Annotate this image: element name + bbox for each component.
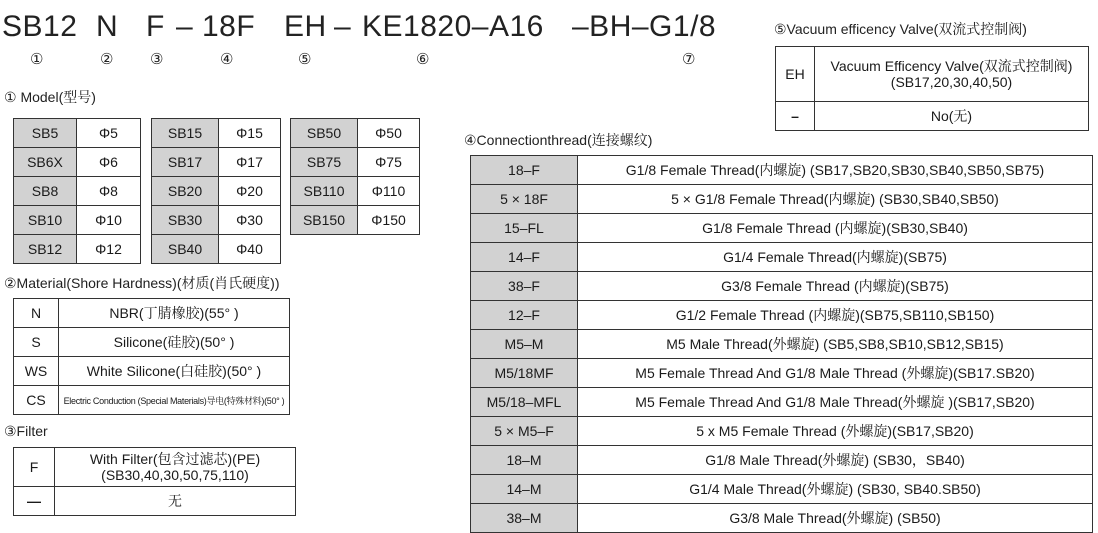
marker-5: ⑤ xyxy=(298,51,312,68)
material-code: S xyxy=(14,328,59,357)
table-row xyxy=(14,177,141,206)
table-row xyxy=(152,119,281,148)
model-diameter: Φ110 xyxy=(358,177,420,206)
model-title: ① Model(型号) xyxy=(4,89,96,105)
table-row xyxy=(14,448,296,487)
table-row xyxy=(471,504,1093,533)
table-row xyxy=(152,177,281,206)
table-row xyxy=(14,299,290,328)
thread-code: 18–M xyxy=(471,446,578,475)
thread-code: M5–M xyxy=(471,330,578,359)
table-row xyxy=(14,206,141,235)
table-row xyxy=(471,156,1093,185)
code-part-thread: 18F xyxy=(202,10,256,43)
marker-7: ⑦ xyxy=(682,51,696,68)
material-code: CS xyxy=(14,386,59,415)
filter-desc-line1: With Filter(包含过滤芯)(PE) xyxy=(89,451,261,467)
table-row xyxy=(471,359,1093,388)
thread-desc: G3/8 Female Thread (内螺旋)(SB75) xyxy=(578,272,1093,301)
table-row xyxy=(152,235,281,264)
model-code: SB10 xyxy=(14,206,77,235)
thread-code: M5/18–MFL xyxy=(471,388,578,417)
thread-code: 15–FL xyxy=(471,214,578,243)
table-row xyxy=(14,119,141,148)
model-diameter: Φ15 xyxy=(219,119,281,148)
model-diameter: Φ17 xyxy=(219,148,281,177)
thread-desc: 5 × G1/8 Female Thread(内螺旋) (SB30,SB40,SB50) xyxy=(578,185,1093,214)
thread-code: 14–F xyxy=(471,243,578,272)
table-row xyxy=(471,185,1093,214)
code-part-material: N xyxy=(96,10,119,43)
model-code: SB75 xyxy=(291,148,358,177)
table-row xyxy=(14,235,141,264)
table-row xyxy=(471,388,1093,417)
model-diameter: Φ150 xyxy=(358,206,420,235)
model-code: SB5 xyxy=(14,119,77,148)
table-row xyxy=(291,206,420,235)
thread-desc: G1/4 Male Thread(外螺旋) (SB30, SB40.SB50) xyxy=(578,475,1093,504)
model-diameter: Φ8 xyxy=(77,177,141,206)
filter-table xyxy=(13,447,296,516)
model-diameter: Φ5 xyxy=(77,119,141,148)
valve-desc: No(无) xyxy=(815,102,1089,131)
thread-desc: G1/8 Female Thread (内螺旋)(SB30,SB40) xyxy=(578,214,1093,243)
table-row xyxy=(152,206,281,235)
thread-code: 38–F xyxy=(471,272,578,301)
code-part-model: SB12 xyxy=(2,10,78,43)
thread-desc: G3/8 Male Thread(外螺旋) (SB50) xyxy=(578,504,1093,533)
model-diameter: Φ20 xyxy=(219,177,281,206)
model-code: SB110 xyxy=(291,177,358,206)
table-row xyxy=(471,301,1093,330)
thread-code: 12–F xyxy=(471,301,578,330)
material-code: N xyxy=(14,299,59,328)
model-table-1 xyxy=(13,118,141,264)
marker-1: ① xyxy=(30,51,44,68)
model-code: SB15 xyxy=(152,119,219,148)
model-code: SB40 xyxy=(152,235,219,264)
code-part-7: –BH–G1/8 xyxy=(572,10,717,43)
table-row xyxy=(291,148,420,177)
material-code: WS xyxy=(14,357,59,386)
valve-code: – xyxy=(776,102,815,131)
thread-title: ④Connectionthread(连接螺纹) xyxy=(464,132,653,148)
table-row xyxy=(291,177,420,206)
filter-desc xyxy=(55,448,296,487)
thread-desc: M5 Female Thread And G1/8 Male Thread(外螺旋 )(SB17,SB20) xyxy=(578,388,1093,417)
table-row xyxy=(14,386,290,415)
thread-desc: G1/4 Female Thread(内螺旋)(SB75) xyxy=(578,243,1093,272)
material-title: ②Material(Shore Hardness)(材质(肖氏硬度)) xyxy=(4,275,280,291)
valve-desc-line2: (SB17,20,30,40,50) xyxy=(890,74,1013,90)
thread-code: 38–M xyxy=(471,504,578,533)
table-row xyxy=(471,330,1093,359)
material-desc: White Silicone(白硅胶)(50° ) xyxy=(59,357,290,386)
table-row xyxy=(471,475,1093,504)
table-row xyxy=(471,243,1093,272)
table-row xyxy=(471,214,1093,243)
table-row xyxy=(471,446,1093,475)
material-desc: Silicone(硅胶)(50° ) xyxy=(59,328,290,357)
valve-desc xyxy=(815,47,1089,102)
model-diameter: Φ12 xyxy=(77,235,141,264)
valve-title: ⑤Vacuum efficency Valve(双流式控制阀) xyxy=(774,21,1027,37)
model-code: SB50 xyxy=(291,119,358,148)
thread-desc: G1/2 Female Thread (内螺旋)(SB75,SB110,SB150) xyxy=(578,301,1093,330)
thread-code: 18–F xyxy=(471,156,578,185)
thread-code: M5/18MF xyxy=(471,359,578,388)
table-row xyxy=(14,357,290,386)
filter-desc: 无 xyxy=(55,487,296,516)
marker-3: ③ xyxy=(150,51,164,68)
table-row xyxy=(776,47,1089,102)
thread-desc: M5 Male Thread(外螺旋) (SB5,SB8,SB10,SB12,SB15) xyxy=(578,330,1093,359)
model-code: SB8 xyxy=(14,177,77,206)
code-part-6: KE1820–A16 xyxy=(362,10,544,43)
filter-title: ③Filter xyxy=(4,423,48,439)
table-row xyxy=(776,102,1089,131)
model-diameter: Φ40 xyxy=(219,235,281,264)
model-table-2 xyxy=(151,118,281,264)
table-row xyxy=(471,417,1093,446)
table-row xyxy=(291,119,420,148)
filter-desc-line2: (SB30,40,30,50,75,110) xyxy=(101,467,249,483)
model-diameter: Φ6 xyxy=(77,148,141,177)
model-code: SB30 xyxy=(152,206,219,235)
material-desc: Electric Conduction (Special Materials)导电(特殊材料)(50° ) xyxy=(59,386,290,415)
table-row xyxy=(14,328,290,357)
model-code: SB6X xyxy=(14,148,77,177)
model-code: SB12 xyxy=(14,235,77,264)
model-diameter: Φ50 xyxy=(358,119,420,148)
thread-desc: G1/8 Male Thread(外螺旋) (SB30，SB40) xyxy=(578,446,1093,475)
material-desc: NBR(丁腈橡胶)(55° ) xyxy=(59,299,290,328)
marker-4: ④ xyxy=(220,51,234,68)
model-diameter: Φ30 xyxy=(219,206,281,235)
model-code: SB20 xyxy=(152,177,219,206)
thread-code: 5 × 18F xyxy=(471,185,578,214)
model-code: SB150 xyxy=(291,206,358,235)
thread-desc: M5 Female Thread And G1/8 Male Thread (外螺旋)(SB17.SB20) xyxy=(578,359,1093,388)
code-part-filter: F xyxy=(146,10,165,43)
thread-code: 5 × M5–F xyxy=(471,417,578,446)
code-part-valve: EH xyxy=(284,10,327,43)
model-table-3 xyxy=(290,118,420,235)
thread-table xyxy=(470,155,1093,533)
filter-code: F xyxy=(14,448,55,487)
model-diameter: Φ10 xyxy=(77,206,141,235)
valve-table xyxy=(775,46,1089,131)
material-table xyxy=(13,298,290,415)
valve-desc-line1: Vacuum Efficency Valve(双流式控制阀) xyxy=(830,58,1073,74)
table-row xyxy=(152,148,281,177)
code-dash: – xyxy=(176,10,194,43)
marker-2: ② xyxy=(100,51,114,68)
thread-desc: G1/8 Female Thread(内螺旋) (SB17,SB20,SB30,SB40,SB50,SB75) xyxy=(578,156,1093,185)
code-dash: – xyxy=(334,10,352,43)
thread-code: 14–M xyxy=(471,475,578,504)
filter-code: — xyxy=(14,487,55,516)
table-row xyxy=(14,148,141,177)
table-row xyxy=(471,272,1093,301)
thread-desc: 5 x M5 Female Thread (外螺旋)(SB17,SB20) xyxy=(578,417,1093,446)
model-code: SB17 xyxy=(152,148,219,177)
model-diameter: Φ75 xyxy=(358,148,420,177)
valve-code: EH xyxy=(776,47,815,102)
marker-6: ⑥ xyxy=(416,51,430,68)
table-row xyxy=(14,487,296,516)
